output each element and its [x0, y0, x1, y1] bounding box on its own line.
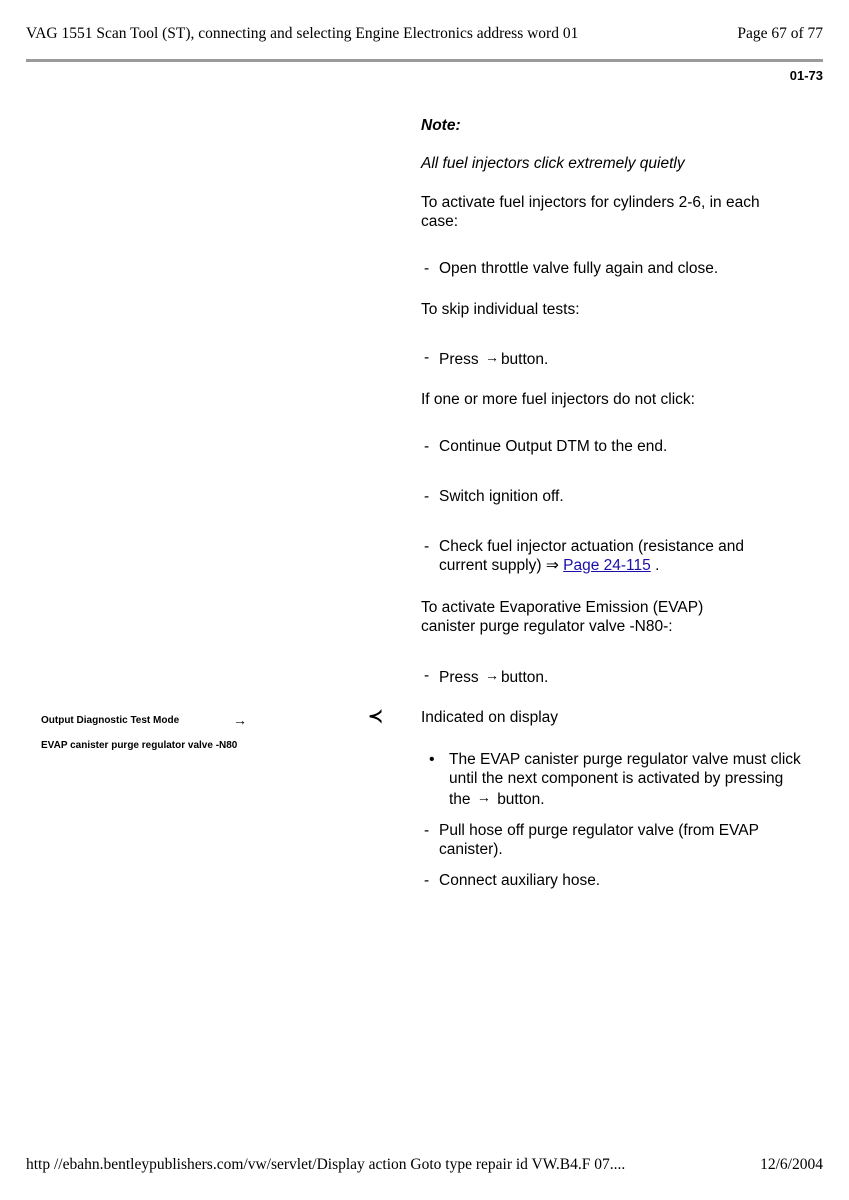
footer-date: 12/6/2004 — [760, 1156, 823, 1173]
step-check — [439, 537, 784, 575]
bullet-icon: • — [429, 751, 435, 768]
indicated-on-display: Indicated on display — [421, 709, 559, 726]
step-check-text: Check fuel injector actuation (resistance and current supply) — [439, 538, 744, 574]
press-label: Press — [439, 351, 479, 368]
no-click-intro: If one or more fuel injectors do not click: — [421, 391, 695, 408]
page-counter: Page 67 of 77 — [737, 25, 823, 42]
right-arrow-icon: → — [233, 712, 247, 728]
right-arrow-icon: → — [484, 667, 499, 683]
page-link[interactable]: Page 24-115 — [563, 557, 651, 574]
step-pull-hose: Pull hose off purge regulator valve (from EVAP canister). — [439, 822, 759, 858]
skip-intro: To skip individual tests: — [421, 301, 580, 318]
step-throttle: Open throttle valve fully again and close. — [439, 260, 719, 277]
double-right-arrow-icon: ⇒ — [545, 557, 559, 574]
note-text: All fuel injectors click extremely quietly — [421, 155, 685, 172]
list-dash: - — [424, 872, 430, 889]
button-label: button. — [497, 791, 545, 808]
button-label: button. — [500, 669, 549, 686]
list-dash: - — [424, 822, 430, 839]
button-label: button. — [500, 351, 549, 368]
step-connect-hose: Connect auxiliary hose. — [439, 872, 601, 889]
period: . — [655, 557, 660, 574]
footer-url: http //ebahn.bentleypublishers.com/vw/servlet/Display action Goto type repair id VW.B4.F 07.... — [26, 1156, 626, 1173]
display-line-2: EVAP canister purge regulator valve -N80 — [41, 740, 238, 751]
activate-injectors-intro: To activate fuel injectors for cylinders 2-6, in each case: — [421, 194, 760, 230]
list-dash: - — [424, 538, 430, 555]
section-page-number: 01-73 — [789, 68, 823, 83]
right-arrow-icon: → — [476, 789, 491, 805]
step-press-arrow-2 — [439, 666, 799, 687]
right-arrow-icon: → — [484, 349, 499, 365]
display-line-1: Output Diagnostic Test Mode — [41, 715, 180, 726]
evap-intro: To activate Evaporative Emission (EVAP) canister purge regulator valve -N80-: — [421, 599, 704, 635]
list-dash: - — [424, 260, 430, 277]
press-label: Press — [439, 669, 479, 686]
document-title: VAG 1551 Scan Tool (ST), connecting and selecting Engine Electronics address word 01 — [26, 25, 579, 42]
bullet-text: The EVAP canister purge regulator valve must click until the next component is activated by pressing the — [449, 751, 801, 808]
list-dash: - — [424, 667, 430, 684]
step-continue: Continue Output DTM to the end. — [439, 438, 668, 455]
list-dash: - — [424, 438, 430, 455]
list-dash: - — [424, 349, 430, 366]
note-label: Note: — [421, 117, 461, 134]
header-divider — [26, 59, 823, 62]
bullet-evap-click — [449, 750, 809, 809]
step-ignition: Switch ignition off. — [439, 488, 564, 505]
step-press-arrow — [439, 348, 799, 369]
list-dash: - — [424, 488, 430, 505]
pointer-icon: ≺ — [368, 706, 384, 726]
